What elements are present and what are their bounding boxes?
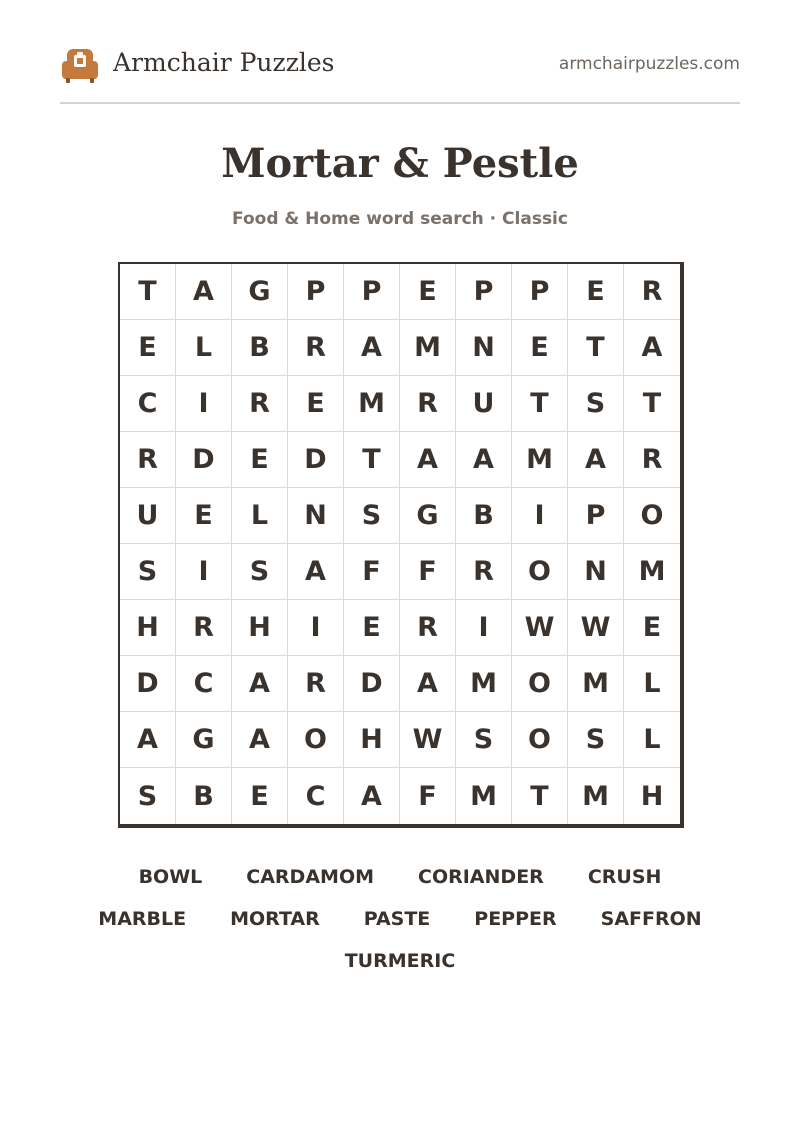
grid-cell[interactable]: L — [232, 488, 288, 544]
grid-cell[interactable]: M — [568, 656, 624, 712]
grid-cell[interactable]: E — [344, 600, 400, 656]
grid-cell[interactable]: R — [400, 600, 456, 656]
grid-cell[interactable]: M — [512, 432, 568, 488]
grid-cell[interactable]: P — [512, 264, 568, 320]
grid-cell[interactable]: D — [120, 656, 176, 712]
grid-cell[interactable]: E — [624, 600, 680, 656]
grid-cell[interactable]: L — [624, 656, 680, 712]
grid-cell[interactable]: T — [512, 376, 568, 432]
word-list-row — [0, 940, 800, 982]
armchair-icon — [60, 45, 100, 85]
word-list-item: TURMERIC — [344, 950, 456, 972]
word-list-item: CRUSH — [587, 866, 662, 888]
grid-cell[interactable]: I — [288, 600, 344, 656]
grid-cell[interactable]: I — [176, 544, 232, 600]
grid-cell[interactable]: P — [344, 264, 400, 320]
grid-cell[interactable]: A — [400, 656, 456, 712]
grid-cell[interactable]: F — [400, 768, 456, 824]
word-list-item: CORIANDER — [418, 866, 544, 888]
grid-cell[interactable]: A — [344, 768, 400, 824]
word-list-item: MARBLE — [98, 908, 187, 930]
grid-cell[interactable]: E — [176, 488, 232, 544]
grid-cell[interactable]: S — [568, 376, 624, 432]
grid-cell[interactable]: R — [120, 432, 176, 488]
header-divider — [60, 102, 740, 104]
letter-grid — [118, 262, 684, 828]
grid-cell[interactable]: O — [288, 712, 344, 768]
grid-cell[interactable]: S — [120, 544, 176, 600]
grid-cell[interactable]: O — [512, 544, 568, 600]
grid-cell[interactable]: A — [232, 656, 288, 712]
grid-cell[interactable]: W — [400, 712, 456, 768]
grid-cell[interactable]: S — [344, 488, 400, 544]
grid-cell[interactable]: N — [456, 320, 512, 376]
word-list-item: CARDAMOM — [246, 866, 375, 888]
grid-cell[interactable]: D — [344, 656, 400, 712]
grid-cell[interactable]: L — [624, 712, 680, 768]
grid-cell[interactable]: G — [232, 264, 288, 320]
grid-cell[interactable]: D — [176, 432, 232, 488]
grid-cell[interactable]: I — [456, 600, 512, 656]
grid-cell[interactable]: S — [232, 544, 288, 600]
grid-cell[interactable]: F — [344, 544, 400, 600]
grid-cell[interactable]: R — [400, 376, 456, 432]
grid-cell[interactable]: G — [400, 488, 456, 544]
word-list-row — [0, 856, 800, 898]
grid-cell[interactable]: N — [288, 488, 344, 544]
grid-cell[interactable]: T — [512, 768, 568, 824]
grid-cell[interactable]: E — [568, 264, 624, 320]
grid-cell[interactable]: O — [624, 488, 680, 544]
grid-cell[interactable]: H — [344, 712, 400, 768]
grid-cell[interactable]: A — [232, 712, 288, 768]
grid-cell[interactable]: E — [288, 376, 344, 432]
grid-cell[interactable]: R — [232, 376, 288, 432]
grid-cell[interactable]: A — [624, 320, 680, 376]
grid-cell[interactable]: B — [176, 768, 232, 824]
grid-cell[interactable]: R — [456, 544, 512, 600]
grid-cell[interactable]: E — [400, 264, 456, 320]
word-list-item: MORTAR — [230, 908, 320, 930]
puzzle-subtitle: Food & Home word search · Classic — [232, 209, 568, 229]
grid-cell[interactable]: R — [176, 600, 232, 656]
word-list-item: SAFFRON — [600, 908, 702, 930]
grid-cell[interactable]: W — [512, 600, 568, 656]
grid-cell[interactable]: E — [232, 768, 288, 824]
grid-cell[interactable]: H — [232, 600, 288, 656]
grid-cell[interactable]: M — [344, 376, 400, 432]
word-list — [0, 856, 800, 982]
grid-cell[interactable]: M — [400, 320, 456, 376]
grid-cell[interactable]: G — [176, 712, 232, 768]
grid-cell[interactable]: R — [288, 320, 344, 376]
grid-cell[interactable]: P — [568, 488, 624, 544]
grid-cell[interactable]: M — [568, 768, 624, 824]
grid-cell[interactable]: M — [624, 544, 680, 600]
grid-cell[interactable]: R — [288, 656, 344, 712]
grid-cell[interactable]: T — [624, 376, 680, 432]
grid-cell[interactable]: L — [176, 320, 232, 376]
grid-cell[interactable]: C — [176, 656, 232, 712]
grid-cell[interactable]: R — [624, 264, 680, 320]
grid-cell[interactable]: A — [344, 320, 400, 376]
grid-cell[interactable]: B — [232, 320, 288, 376]
grid-cell[interactable]: F — [400, 544, 456, 600]
grid-cell[interactable]: E — [120, 320, 176, 376]
grid-cell[interactable]: E — [232, 432, 288, 488]
grid-cell[interactable]: A — [120, 712, 176, 768]
grid-cell[interactable]: E — [512, 320, 568, 376]
grid-cell[interactable]: N — [568, 544, 624, 600]
site-url[interactable]: armchairpuzzles.com — [558, 54, 740, 74]
word-list-item: PASTE — [363, 908, 431, 930]
grid-cell[interactable]: O — [512, 712, 568, 768]
grid-cell[interactable]: W — [568, 600, 624, 656]
grid-cell[interactable]: A — [400, 432, 456, 488]
site-header — [60, 42, 740, 86]
grid-cell[interactable]: B — [456, 488, 512, 544]
brand-name: Armchair Puzzles — [113, 48, 335, 77]
grid-cell[interactable]: H — [120, 600, 176, 656]
grid-cell[interactable]: I — [176, 376, 232, 432]
grid-cell[interactable]: M — [456, 768, 512, 824]
grid-cell[interactable]: C — [288, 768, 344, 824]
grid-cell[interactable]: A — [176, 264, 232, 320]
grid-cell[interactable]: D — [288, 432, 344, 488]
grid-cell[interactable]: R — [624, 432, 680, 488]
word-list-row — [0, 898, 800, 940]
grid-cell[interactable]: M — [456, 656, 512, 712]
grid-cell[interactable]: A — [456, 432, 512, 488]
grid-cell[interactable]: O — [512, 656, 568, 712]
grid-cell[interactable]: S — [568, 712, 624, 768]
word-list-item: BOWL — [138, 866, 203, 888]
puzzle-title: Mortar & Pestle — [221, 140, 579, 187]
grid-cell[interactable]: S — [120, 768, 176, 824]
grid-cell[interactable]: P — [456, 264, 512, 320]
grid-cell[interactable]: U — [120, 488, 176, 544]
grid-cell[interactable]: U — [456, 376, 512, 432]
grid-cell[interactable]: H — [640, 780, 664, 812]
grid-cell[interactable]: P — [288, 264, 344, 320]
grid-cell[interactable]: T — [120, 264, 176, 320]
grid-cell[interactable]: A — [288, 544, 344, 600]
grid-cell[interactable]: C — [120, 376, 176, 432]
grid-cell[interactable]: A — [568, 432, 624, 488]
grid-cell[interactable]: T — [344, 432, 400, 488]
grid-cell[interactable]: T — [568, 320, 624, 376]
grid-cell[interactable]: I — [512, 488, 568, 544]
grid-cell[interactable]: S — [456, 712, 512, 768]
word-list-item: PEPPER — [474, 908, 557, 930]
